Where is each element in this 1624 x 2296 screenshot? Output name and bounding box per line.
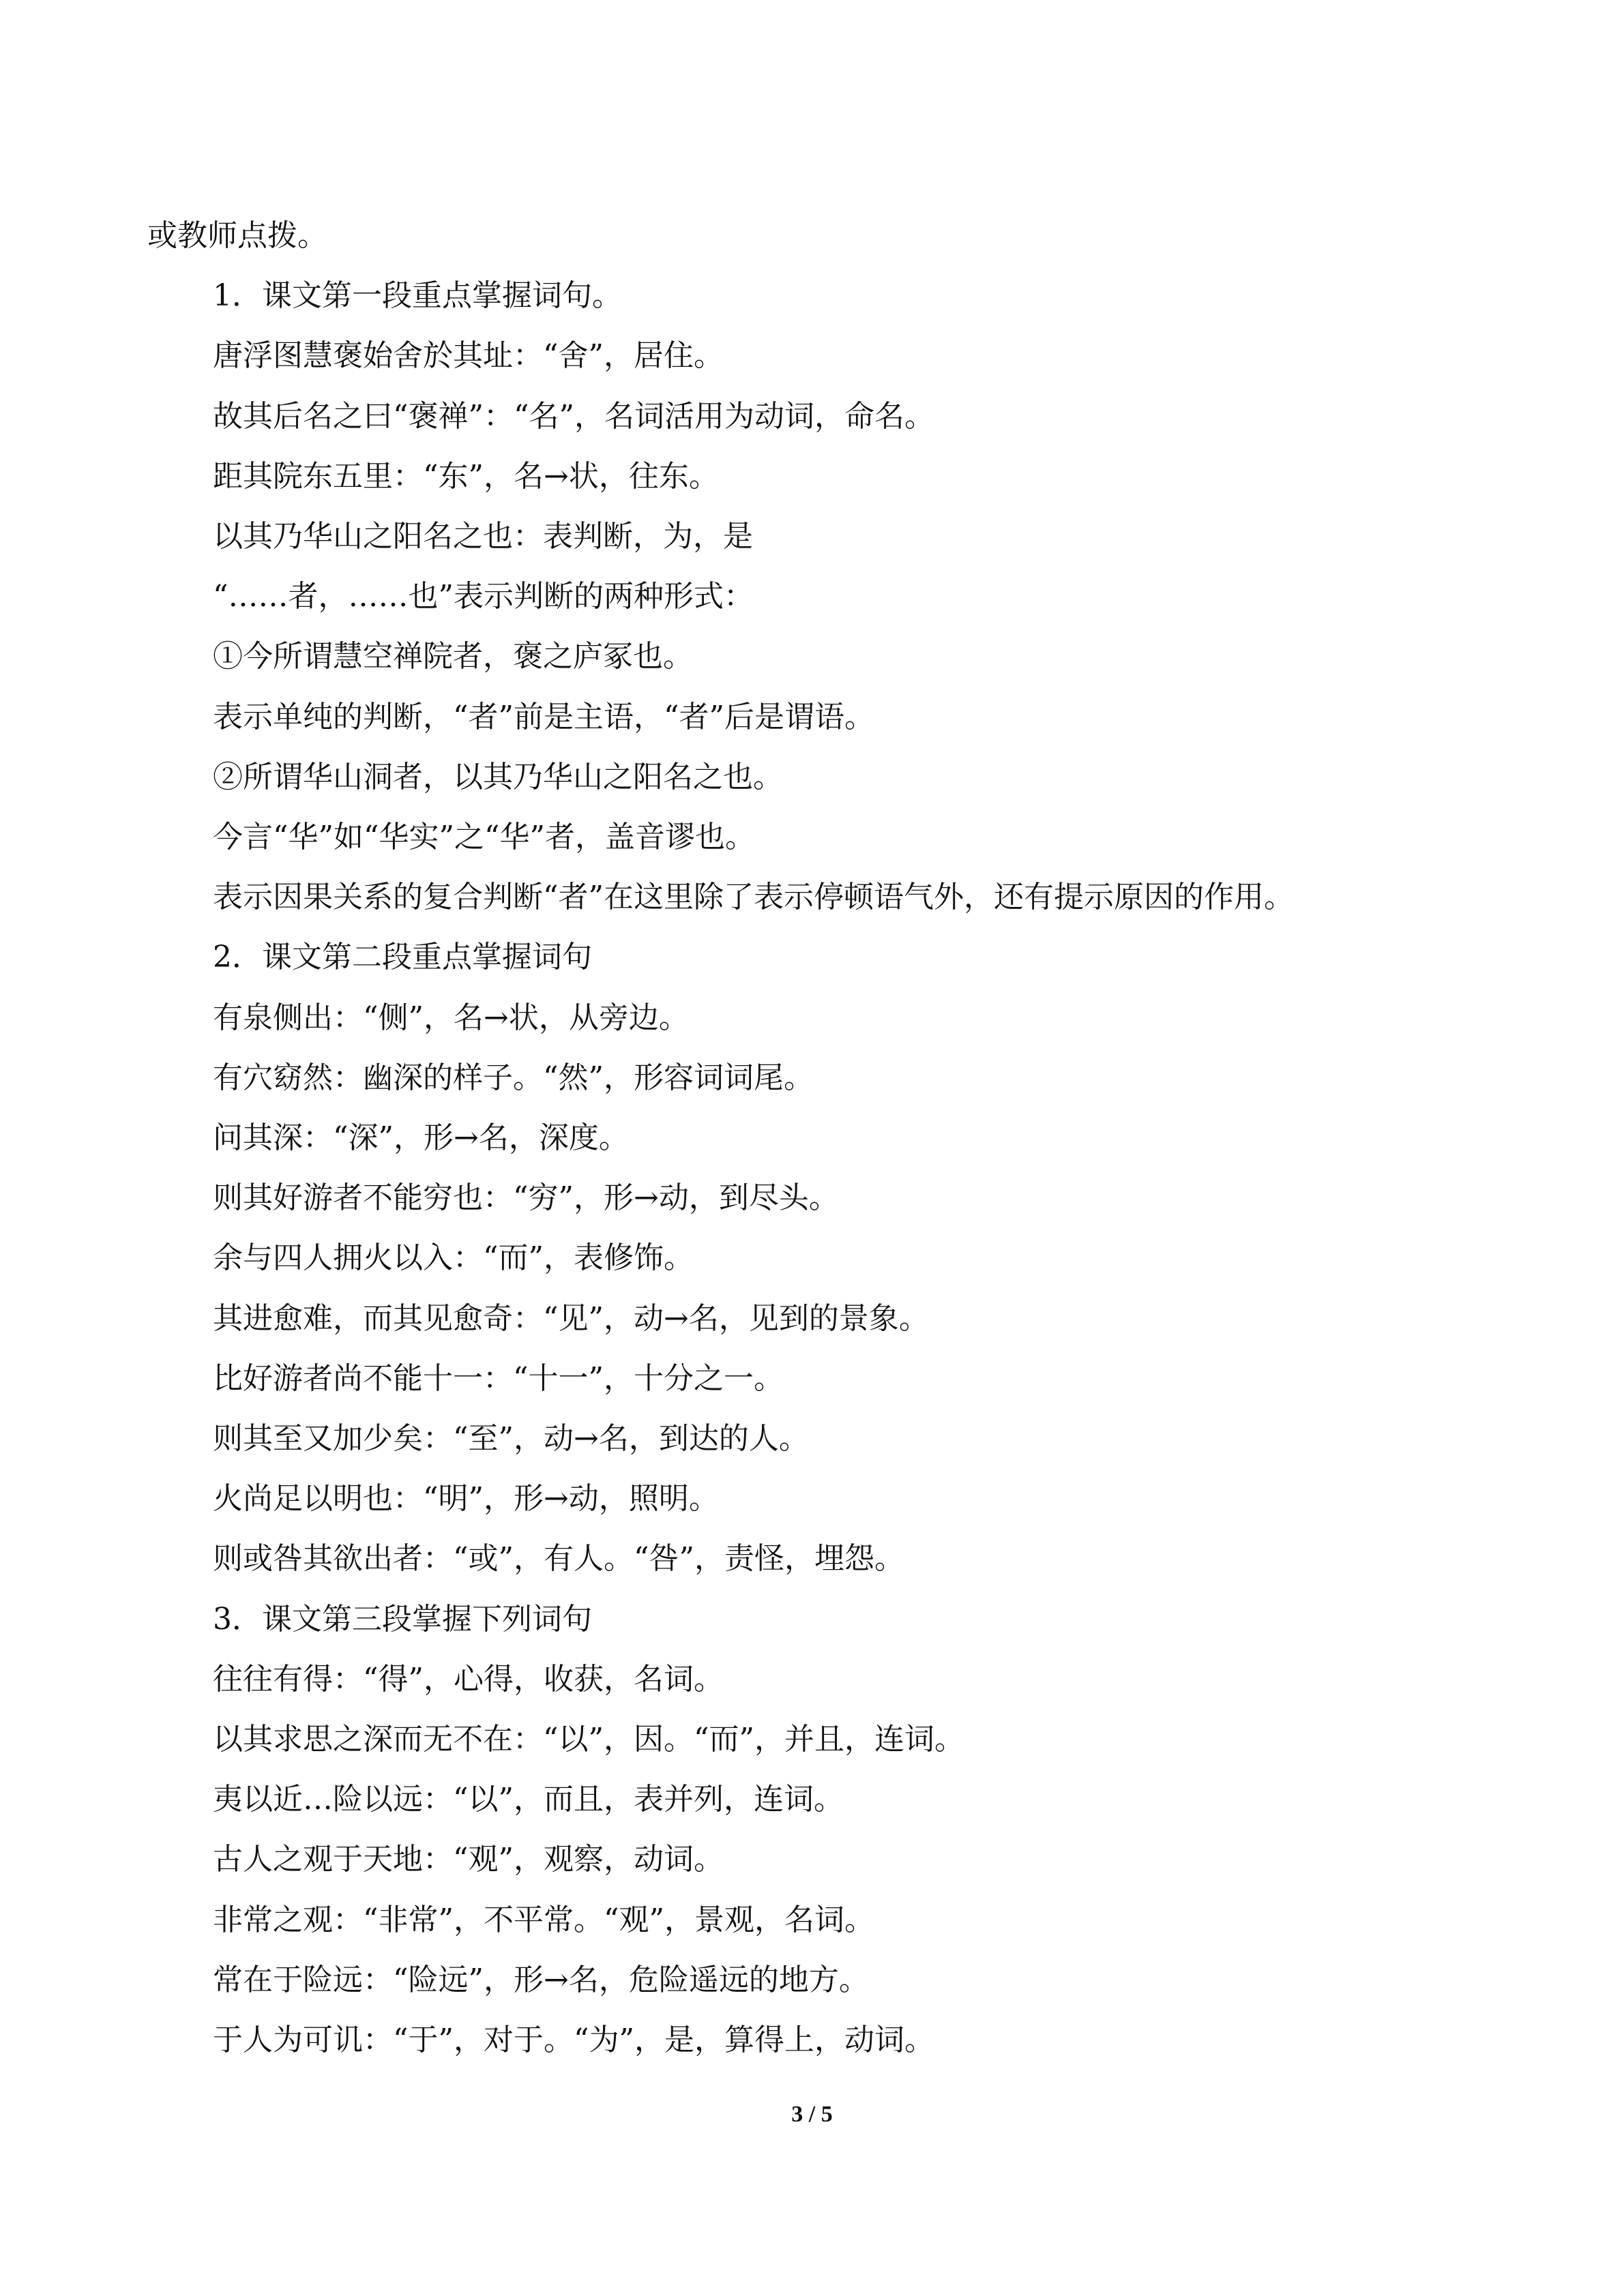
page-content	[147, 206, 1484, 2070]
text-line: 以其乃华山之阳名之也：表判断，为，是	[213, 519, 753, 554]
section-heading: 2．课文第二段重点掌握词句	[213, 940, 592, 975]
text-line: 则其至又加少矣：“至”，动→名，到达的人。	[213, 1421, 809, 1457]
page-number: 3 / 5	[791, 2102, 833, 2127]
text-line: 表示因果关系的复合判断“者”在这里除了表示停顿语气外，还有提示原因的作用。	[213, 880, 1294, 915]
text-line: 比好游者尚不能十一：“十一”，十分之一。	[213, 1360, 784, 1396]
text-line: 或教师点拨。	[147, 218, 327, 253]
text-line: 今言“华”如“华实”之“华”者，盖音谬也。	[213, 820, 755, 855]
section-heading: 1．课文第一段重点掌握词句。	[213, 278, 622, 314]
text-line: ②所谓华山洞者，以其乃华山之阳名之也。	[213, 759, 783, 794]
text-line: 有泉侧出：“侧”，名→状，从旁边。	[213, 1000, 689, 1035]
text-line: 则或咎其欲出者：“或”，有人。“咎”，责怪，埋怨。	[213, 1541, 904, 1577]
text-line: 唐浮图慧褒始舍於其址：“舍”，居住。	[213, 338, 724, 374]
text-line: 距其院东五里：“东”，名→状，往东。	[213, 458, 719, 494]
text-line: ①今所谓慧空禅院者，褒之庐冢也。	[213, 639, 693, 674]
section-heading: 3．课文第三段掌握下列词句	[213, 1601, 592, 1637]
text-line: 往往有得：“得”，心得，收获，名词。	[213, 1661, 724, 1697]
text-line: 余与四人拥火以入：“而”，表修饰。	[213, 1240, 694, 1276]
text-line: 以其求思之深而无不在：“以”，因。“而”，并且，连词。	[213, 1722, 964, 1757]
text-line: 其进愈难，而其见愈奇：“见”，动→名，见到的景象。	[213, 1300, 929, 1336]
text-line: 古人之观于天地：“观”，观察，动词。	[213, 1842, 724, 1877]
text-line: 有穴窈然：幽深的样子。“然”，形容词词尾。	[213, 1060, 814, 1095]
text-line: 故其后名之曰“褒禅”：“名”，名词活用为动词，命名。	[213, 398, 934, 434]
text-line: “……者，……也”表示判断的两种形式：	[213, 579, 754, 614]
text-line: 则其好游者不能穷也：“穷”，形→动，到尽头。	[213, 1180, 839, 1216]
text-line: 火尚足以明也：“明”，形→动，照明。	[213, 1481, 719, 1517]
text-line: 问其深：“深”，形→名，深度。	[213, 1120, 629, 1156]
text-line: 常在于险远：“险远”，形→名，危险遥远的地方。	[213, 1962, 869, 1997]
text-line: 于人为可讥：“于”，对于。“为”，是，算得上，动词。	[213, 2023, 934, 2058]
text-line: 表示单纯的判断，“者”前是主语，“者”后是谓语。	[213, 699, 874, 734]
text-line: 夷以近…险以远：“以”，而且，表并列，连词。	[213, 1782, 844, 1817]
text-line: 非常之观：“非常”，不平常。“观”，景观，名词。	[213, 1902, 874, 1937]
